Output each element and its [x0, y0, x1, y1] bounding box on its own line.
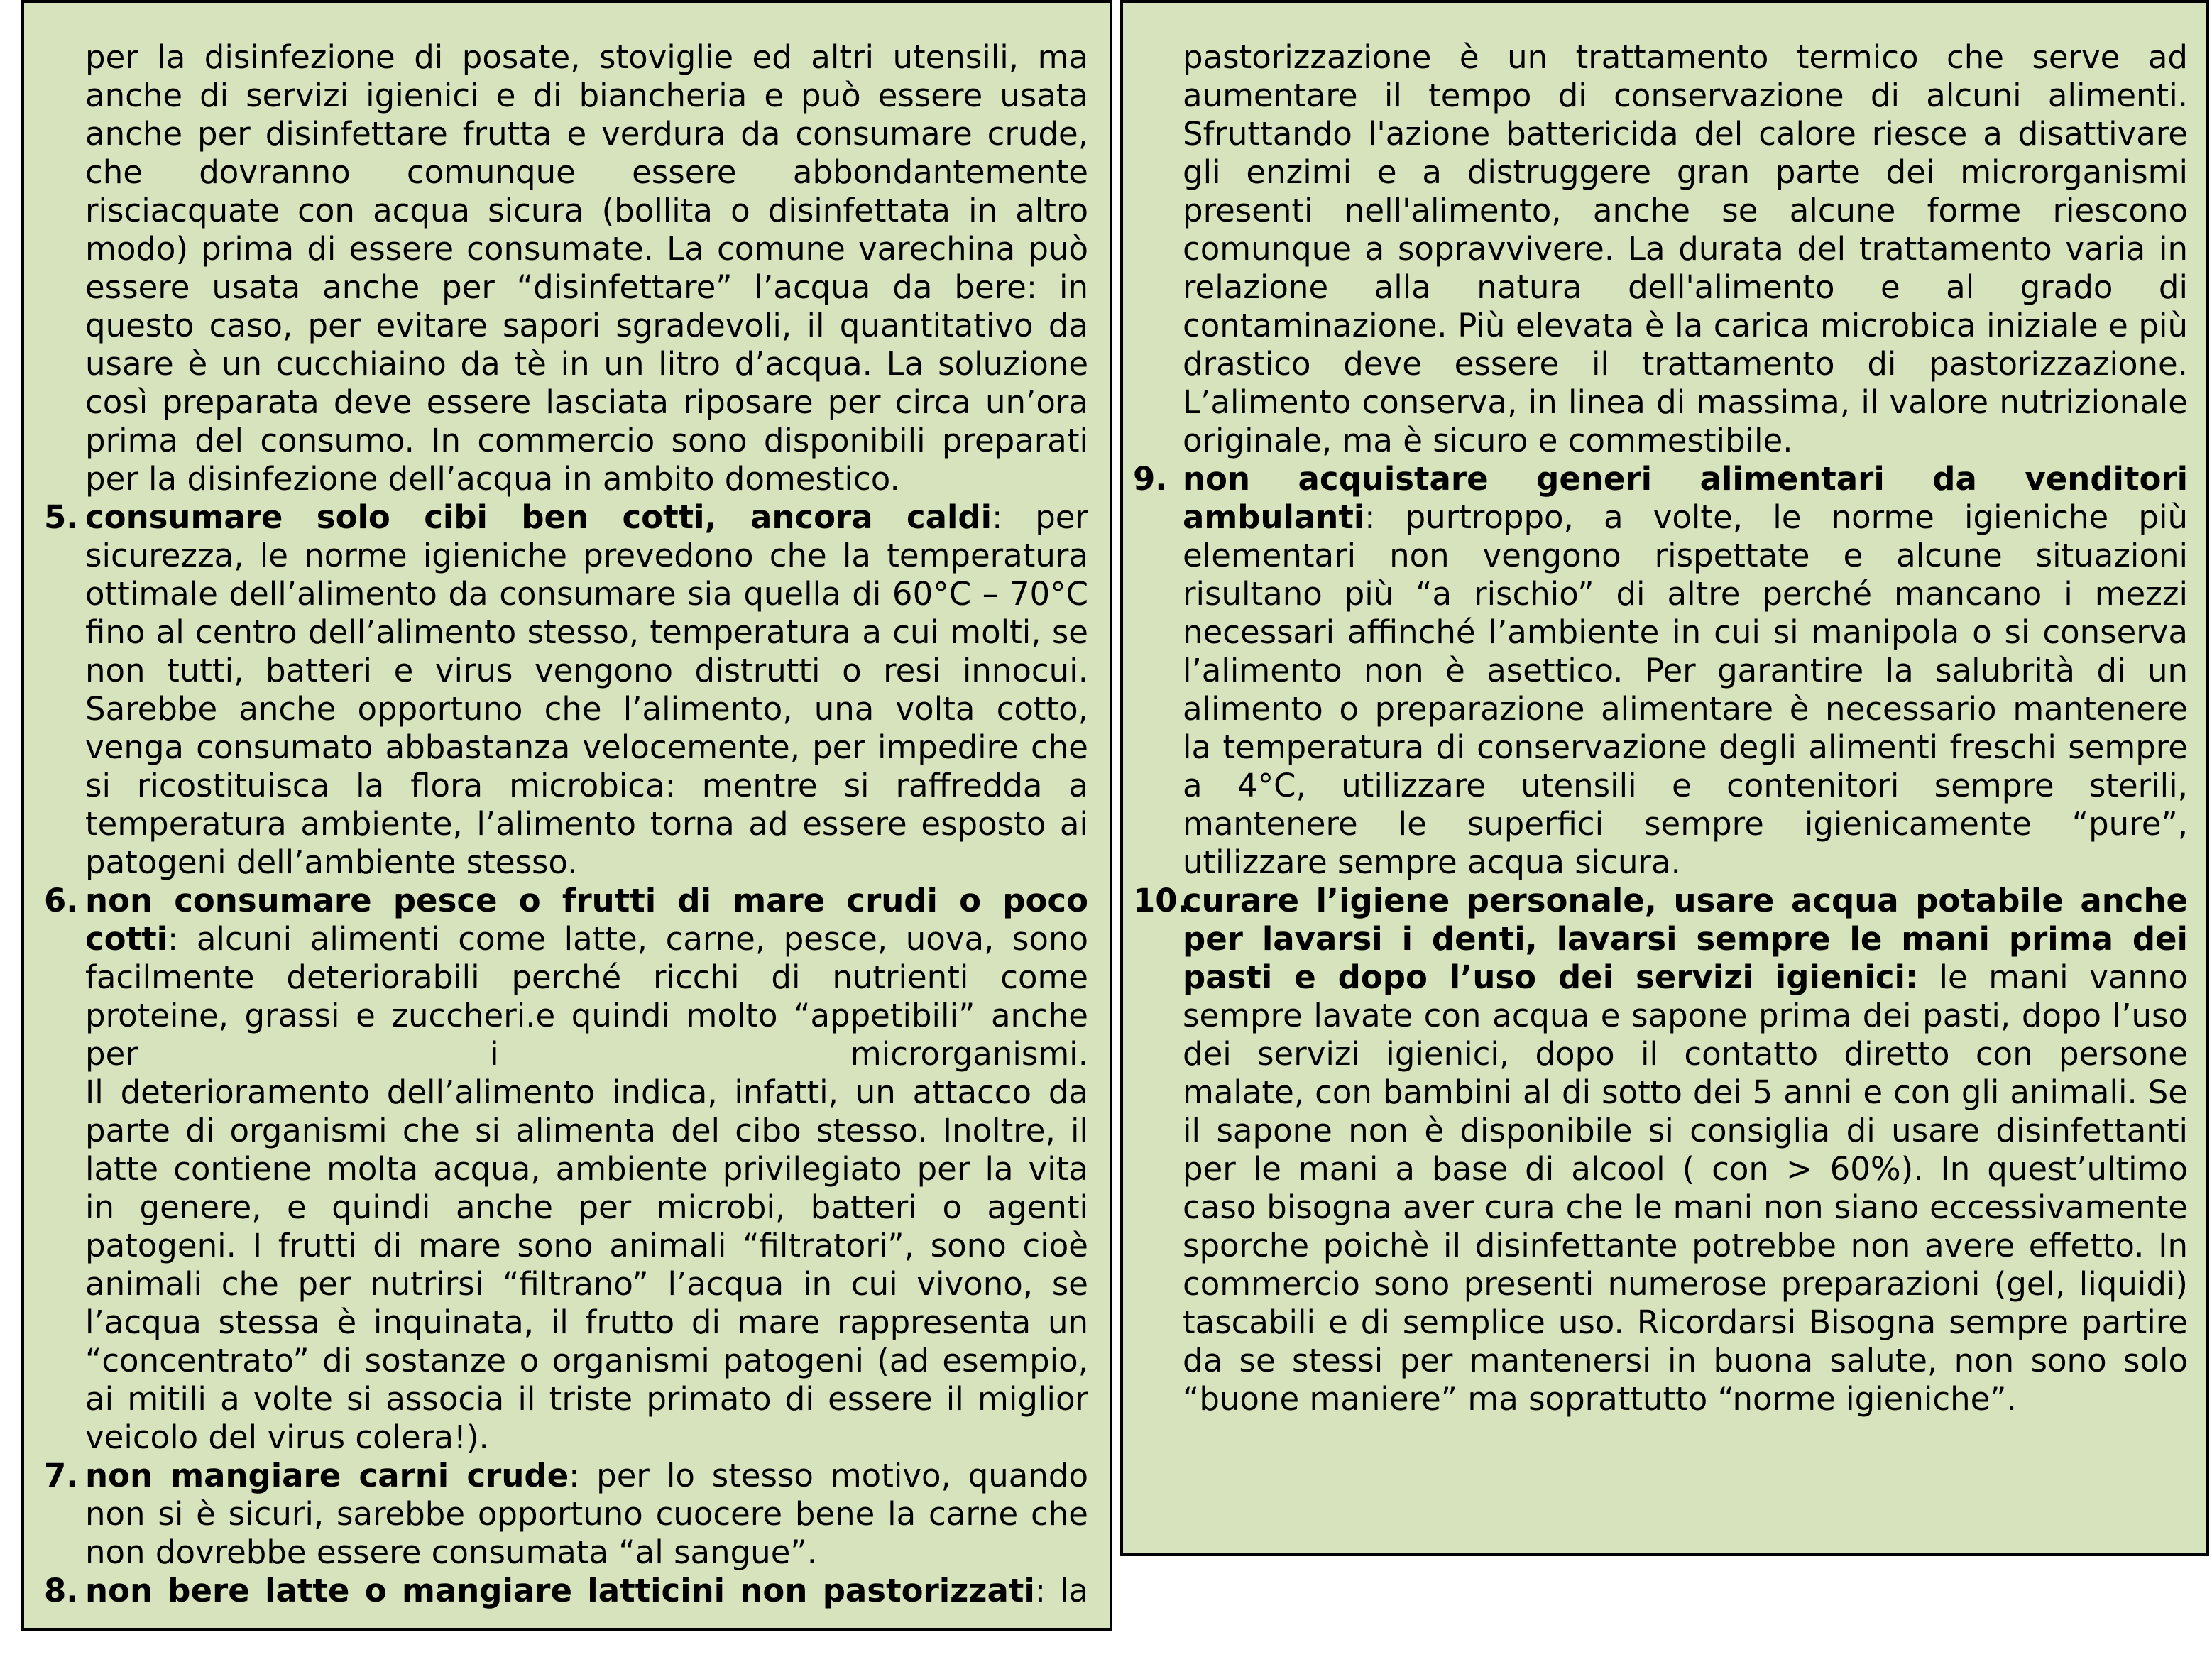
continuation-paragraph — [1133, 38, 2188, 460]
rule-text: Il deterioramento dell’alimento indica, infatti, un attacco da parte di organismi che si alimenta del cibo stesso. Inoltre, il latte contiene molta acqua, ambiente privilegiato per la vita in genere, e quindi anche per microbi, batteri o agenti patogeni. I frutti di mare sono animali “filtratori”, sono cioè animali che per nutrirsi “filtrano” l’acqua in cui vivono, se l’acqua stessa è inquinata, il frutto di mare rappresenta un “concentrato” di sostanze o organismi patogeni (ad esempio, ai mitili a volte si associa il triste primato di essere il miglior veicolo del virus colera!). — [85, 1073, 1088, 1456]
rule-item-8 — [44, 1572, 1088, 1610]
rule-lead-bold: consumare solo cibi ben cotti, ancora caldi — [85, 498, 992, 536]
rule-item-10 — [1133, 882, 2188, 1418]
rule-text: pastorizzazione è un trattamento termico che serve ad aumentare il tempo di conservazione di alcuni alimenti. Sfruttando l'azione battericida del calore riesce a disattivare gli enzimi e a distruggere gran parte dei microrganismi presenti nell'alimento, anche se alcune forme riescono comunque a sopravvivere. La durata del trattamento varia in relazione alla natura dell'alimento e al grado di contaminazione. Più elevata è la carica microbica iniziale e più drastico deve essere il trattamento di pastorizzazione. — [1183, 38, 2188, 383]
rule-body — [85, 882, 1088, 1457]
rule-item-7 — [44, 1457, 1088, 1572]
rule-body — [85, 1572, 1088, 1610]
rule-text: : per sicurezza, le norme igieniche prevedono che la temperatura ottimale dell’alimento da consumare sia quella di 60°C – 70°C fino al centro dell’alimento stesso, temperatura a cui molti, se non tutti, batteri e virus vengono distrutti o resi innocui. Sarebbe anche opportuno che l’alimento, una volta cotto, venga consumato abbastanza velocemente, per impedire che si ricostituisca la flora microbica: mentre si raffredda a temperatura ambiente, l’alimento torna ad essere esposto ai patogeni dell’ambiente stesso. — [85, 498, 1088, 881]
right-text-box — [1120, 0, 2209, 1556]
text-paragraph — [1183, 383, 2188, 460]
text-paragraph — [85, 498, 1088, 882]
rule-item-6 — [44, 882, 1088, 1457]
rule-body — [1183, 882, 2188, 1418]
rule-number: 10. — [1133, 882, 1190, 919]
rule-item-9 — [1133, 460, 2188, 882]
rule-text: le mani vanno sempre lavate con acqua e sapone prima dei pasti, dopo l’uso dei servizi igienici, dopo il contatto diretto con persone malate, con bambini al di sotto dei 5 anni e con gli animali. Se il sapone non è disponibile si consiglia di usare disinfettanti per le mani a base di alcool ( con > 60%). In quest’ultimo caso bisogna aver cura che le mani non siano eccessivamente sporche poichè il disinfettante potrebbe non avere effetto. In commercio sono presenti numerose preparazioni (gel, liquidi) tascabili e di semplice uso. Ricordarsi Bisogna sempre partire da se stessi per mantenersi in buona salute, non sono solo “buone maniere” ma soprattutto “norme igieniche”. — [1183, 958, 2188, 1418]
rule-lead-bold: non bere latte o mangiare latticini non pastorizzati — [85, 1572, 1035, 1609]
text-paragraph — [85, 1073, 1088, 1457]
continuation-paragraph — [44, 38, 1088, 498]
rule-text: : la — [1034, 1572, 1089, 1609]
rule-lead-bold: non consumare pesce o frutti di mare crudi o poco cotti — [85, 882, 1088, 958]
text-paragraph — [85, 882, 1088, 1073]
left-text-box — [21, 0, 1112, 1631]
text-paragraph — [1183, 460, 2188, 882]
rule-number: 6. — [44, 882, 79, 919]
rule-text: L’alimento conserva, in linea di massima, il valore nutrizionale originale, ma è sicuro e commestibile. — [1183, 383, 2188, 459]
rule-text: per la disinfezione di posate, stoviglie ed altri utensili, ma anche di servizi igienici e di biancheria e può essere usata anche per disinfettare frutta e verdura da consumare crude, che dovranno comunque essere abbondantemente risciacquate con acqua sicura (bollita o disinfettata in altro modo) prima di essere consumate. La comune varechina può essere usata anche per “disinfettare” l’acqua da bere: in questo caso, per evitare sapori sgradevoli, il quantitativo da usare è un cucchiaino da tè in un litro d’acqua. La soluzione così preparata deve essere lasciata riposare per circa un’ora prima del consumo. In commercio sono disponibili preparati per la disinfezione dell’acqua in ambito domestico. — [85, 38, 1088, 498]
rule-text: : alcuni alimenti come latte, carne, pesce, uova, sono facilmente deteriorabili perché ricchi di nutrienti come proteine, grassi e zuccheri.e quindi molto “appetibili” anche per i microrganismi. — [85, 920, 1088, 1073]
rule-text: : per lo stesso motivo, quando non si è sicuri, sarebbe opportuno cuocere bene la carne che non dovrebbe essere consumata “al sangue”. — [85, 1457, 1088, 1571]
rule-body — [85, 1457, 1088, 1572]
indent-spacer — [44, 38, 85, 498]
rule-number: 8. — [44, 1572, 79, 1609]
text-paragraph — [1183, 882, 2188, 1418]
rule-lead-bold: curare l’igiene personale, usare acqua potabile anche per lavarsi i denti, lavarsi sempre le mani prima dei pasti e dopo l’uso dei servizi igienici: — [1183, 882, 2188, 996]
rule-body — [85, 498, 1088, 882]
indent-spacer — [1133, 38, 1183, 460]
rule-text: : purtroppo, a volte, le norme igieniche più elementari non vengono rispettate e alcune situazioni risultano più “a rischio” di altre perché mancano i mezzi necessari affinché l’ambiente in cui si manipola o si conserva l’alimento non è asettico. Per garantire la salubrità di un alimento o preparazione alimentare è necessario mantenere la temperatura di conservazione degli alimenti freschi sempre a 4°C, utilizzare utensili e contenitori sempre sterili, mantenere le superfici sempre igienicamente “pure”, utilizzare sempre acqua sicura. — [1183, 498, 2188, 881]
text-paragraph — [85, 1572, 1088, 1610]
text-paragraph — [85, 38, 1088, 498]
rule-item-5 — [44, 498, 1088, 882]
text-paragraph — [85, 1457, 1088, 1572]
rule-number: 9. — [1133, 460, 1168, 498]
rule-lead-bold: non mangiare carni crude — [85, 1457, 569, 1494]
text-paragraph — [1183, 38, 2188, 383]
rule-number: 5. — [44, 498, 79, 536]
rule-number: 7. — [44, 1457, 79, 1494]
rule-lead-bold: non acquistare generi alimentari da venditori ambulanti — [1183, 460, 2188, 536]
rule-body — [85, 38, 1088, 498]
rule-body — [1183, 38, 2188, 460]
rule-body — [1183, 460, 2188, 882]
